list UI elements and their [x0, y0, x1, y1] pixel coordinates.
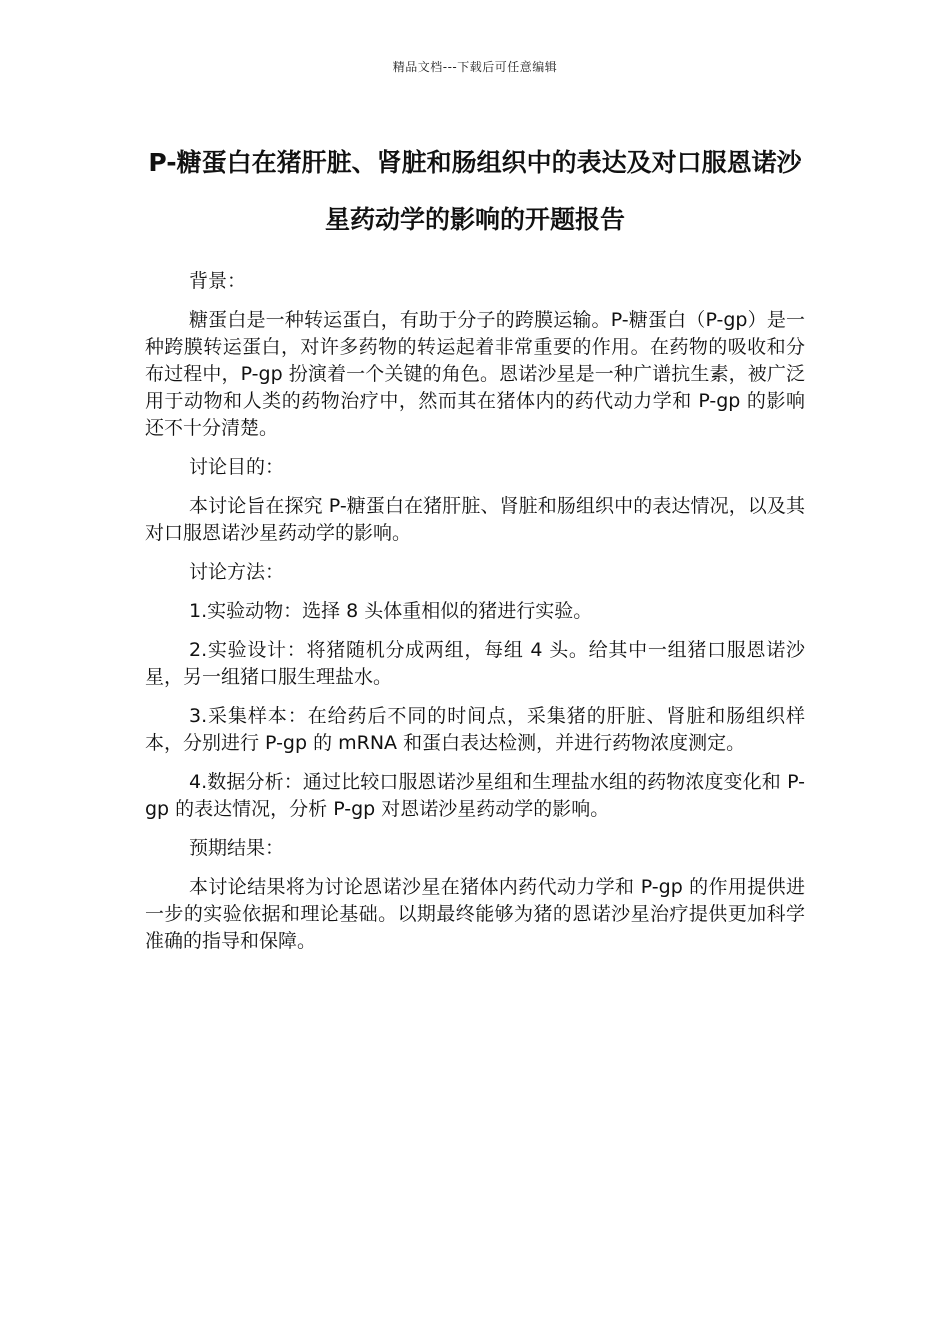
- method-item-analysis: 4.数据分析：通过比较口服恩诺沙星组和生理盐水组的药物浓度变化和 P-gp 的表达情况，分析 P-gp 对恩诺沙星药动学的影响。: [145, 771, 805, 820]
- page-header: 精品文档---下载后可任意编辑: [392, 60, 558, 74]
- expected-results-paragraph: 本讨论结果将为讨论恩诺沙星在猪体内药代动力学和 P-gp 的作用提供进一步的实验依据和理论基础。以期最终能够为猪的恩诺沙星治疗提供更加科学准确的指导和保障。: [145, 876, 805, 952]
- document-body: [145, 268, 805, 967]
- method-item-animals: 1.实验动物：选择 8 头体重相似的猪进行实验。: [189, 600, 593, 622]
- method-item-sampling: 3.采集样本：在给药后不同的时间点，采集猪的肝脏、肾脏和肠组织样本，分别进行 P-gp 的 mRNA 和蛋白表达检测，并进行药物浓度测定。: [145, 705, 805, 754]
- section-heading-expected-results: 预期结果：: [189, 837, 285, 859]
- section-heading-background: 背景：: [189, 270, 247, 292]
- document-title: P-糖蛋白在猪肝脏、肾脏和肠组织中的表达及对口服恩诺沙星药动学的影响的开题报告: [148, 148, 802, 234]
- background-paragraph: 糖蛋白是一种转运蛋白，有助于分子的跨膜运输。P-糖蛋白（P-gp）是一种跨膜转运蛋白，对许多药物的转运起着非常重要的作用。在药物的吸收和分布过程中，P-gp 扮演着一个关键的角色。恩诺沙星是一种广谱抗生素，被广泛用于动物和人类的药物治疗中，然而其在猪体内的药代动力学和 P-gp 的影响还不十分清楚。: [145, 309, 805, 439]
- section-heading-methods: 讨论方法：: [189, 561, 285, 583]
- section-heading-purpose: 讨论目的：: [189, 456, 285, 478]
- method-item-design: 2.实验设计：将猪随机分成两组，每组 4 头。给其中一组猪口服恩诺沙星，另一组猪口服生理盐水。: [145, 639, 805, 688]
- purpose-paragraph: 本讨论旨在探究 P-糖蛋白在猪肝脏、肾脏和肠组织中的表达情况，以及其对口服恩诺沙星药动学的影响。: [145, 495, 805, 544]
